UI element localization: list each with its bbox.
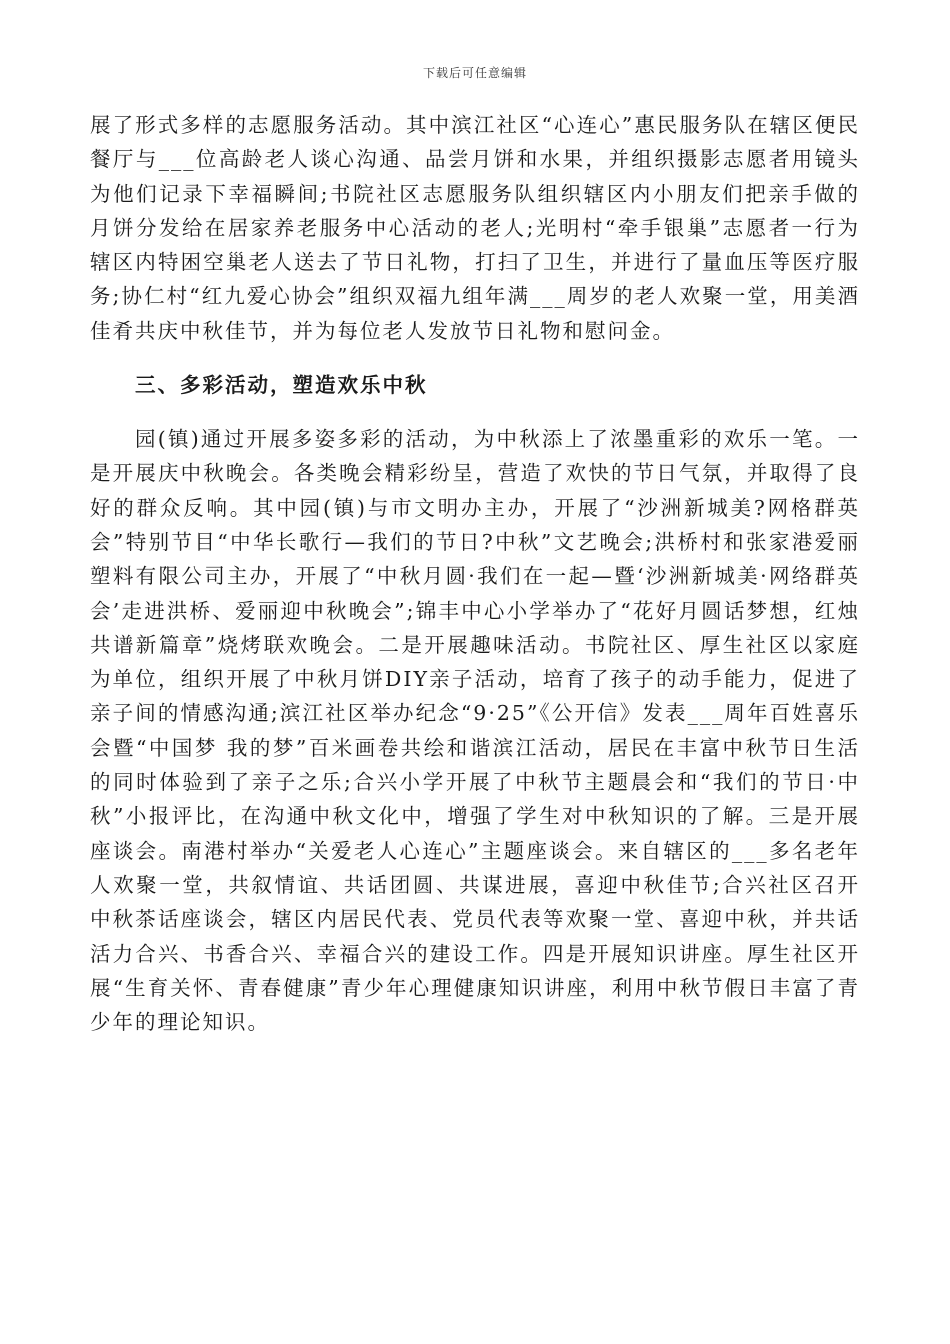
page-header: 下载后可任意编辑 [422,66,527,80]
body-paragraph: 园(镇)通过开展多姿多彩的活动，为中秋添上了浓墨重彩的欢乐一笔。一是开展庆中秋晚会。各类晚会精彩纷呈，营造了欢快的节日气氛，并取得了良好的群众反响。其中园(镇)与市文明办主办，开展了“沙洲新城美?网格群英会”特别节目“中华长歌行—我们的节日?中秋”文艺晚会;洪桥村和张家港爱丽塑料有限公司主办，开展了“中秋月圆·我们在一起—暨‘沙洲新城美·网络群英会’走进洪桥、爱丽迎中秋晚会”;锦丰中心小学举办了“花好月圆话梦想，红烛共谱新篇章”烧烤联欢晚会。二是开展趣味活动。书院社区、厚生社区以家庭为单位，组织开展了中秋月饼DIY亲子活动，培育了孩子的动手能力，促进了亲子间的情感沟通;滨江社区举办纪念“9·25”《公开信》发表___周年百姓喜乐会暨“中国梦 我的梦”百米画卷共绘和谐滨江活动，居民在丰富中秋节日生活的同时体验到了亲子之乐;合兴小学开展了中秋节主题晨会和“我们的节日·中秋”小报评比，在沟通中秋文化中，增强了学生对中秋知识的了解。三是开展座谈会。南港村举办“关爱老人心连心”主题座谈会。来自辖区的___多名老年人欢聚一堂，共叙情谊、共话团圆、共谋进展，喜迎中秋佳节;合兴社区召开中秋茶话座谈会，辖区内居民代表、党员代表等欢聚一堂、喜迎中秋，并共话活力合兴、书香合兴、幸福合兴的建设工作。四是开展知识讲座。厚生社区开展“生育关怀、青春健康”青少年心理健康知识讲座，利用中秋节假日丰富了青少年的理论知识。 [90,427,860,1035]
section-heading: 三、多彩活动，塑造欢乐中秋 [135,373,428,398]
document-body [90,108,860,1039]
body-paragraph: 展了形式多样的志愿服务活动。其中滨江社区“心连心”惠民服务队在辖区便民餐厅与___位高龄老人谈心沟通、品尝月饼和水果，并组织摄影志愿者用镜头为他们记录下幸福瞬间;书院社区志愿服务队组织辖区内小朋友们把亲手做的月饼分发给在居家养老服务中心活动的老人;光明村“牵手银巢”志愿者一行为辖区内特困空巢老人送去了节日礼物，打扫了卫生，并进行了量血压等医疗服务;协仁村“红九爱心协会”组织双福九组年满___周岁的老人欢聚一堂，用美酒佳肴共庆中秋佳节，并为每位老人发放节日礼物和慰问金。 [90,113,860,343]
